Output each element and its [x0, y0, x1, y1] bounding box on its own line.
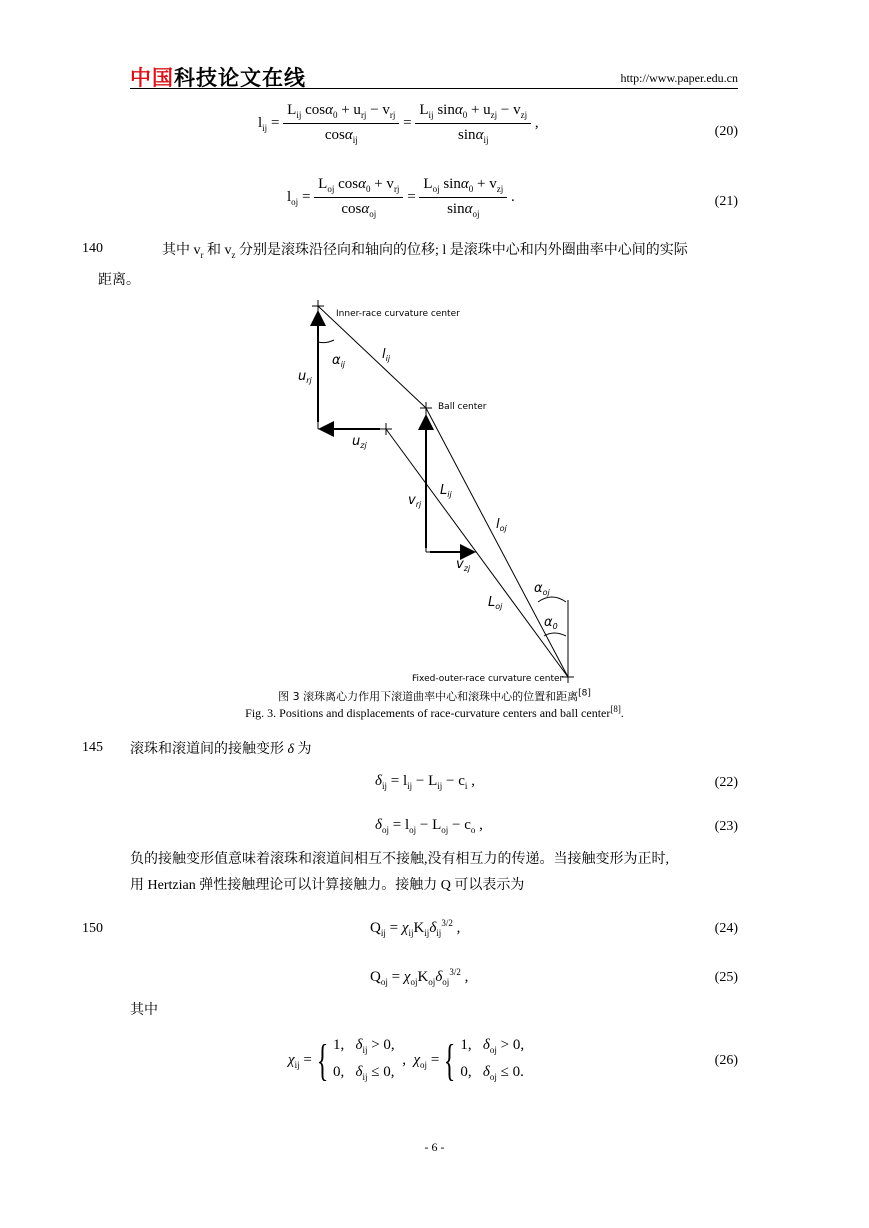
equation-24-number: (24): [714, 921, 738, 936]
figure-caption-cn: [0, 688, 869, 704]
paragraph-145: 滚珠和滚道间的接触变形 δ 为: [130, 742, 312, 757]
line-number-145: 145: [82, 740, 103, 755]
equation-23-number: (23): [714, 819, 738, 834]
svg-text:uzj: $u_{zj}$: [352, 434, 367, 450]
caption-cn-text: 图 3 滚珠离心力作用下滚道曲率中心和滚珠中心的位置和距离: [278, 690, 579, 703]
page-number: - 6 -: [424, 1140, 445, 1154]
figure-3-diagram: [290, 300, 590, 686]
text-segment: 用 Hertzian 弹性接触理论可以计算接触力。接触力: [130, 878, 438, 893]
equation-25: $Q_{oj} = \chi_{oj}K_{oj}\delta_{oj}^{3/2}$ ,: [370, 967, 469, 987]
text-segment: 距离。: [98, 272, 140, 288]
symbol-labels: [298, 347, 558, 631]
text-segment: 负的接触变形值意味着滚珠和滚道间相互不接触,没有相互力的传递。当接触变形为正时,: [130, 852, 669, 867]
displacement-arrows: [318, 312, 474, 552]
header-rule: [130, 88, 738, 89]
equation-24: $Q_{ij} = \chi_{ij}K_{ij}\delta_{ij}^{3/2}$ ,: [370, 918, 461, 938]
equation-23: $\delta_{oj} = l_{oj} - L_{oj} - c_o$ ,: [375, 817, 483, 835]
caption-en-ref[interactable]: [8]: [610, 704, 621, 714]
caption-en-text: Fig. 3. Positions and displacements of race-curvature centers and ball center: [245, 706, 611, 720]
svg-text:lij: $l_{ij}$: [382, 347, 391, 363]
svg-text:loj: $l_{oj}$: [496, 517, 507, 533]
text-segment: 可以表示为: [454, 878, 525, 893]
text-segment: 是滚珠中心和内外圈曲率中心间的实际: [449, 243, 688, 258]
line-number-150: 150: [82, 921, 103, 936]
svg-text:α0: $\alpha_0$: [544, 615, 558, 631]
paragraph-where: 其中: [130, 1003, 158, 1018]
svg-text:αoj: $\alpha_{oj}$: [534, 581, 550, 597]
logo-red-text: 中国: [130, 66, 174, 90]
svg-text:Lij: $L_{ij}$: [440, 483, 452, 499]
equation-20-number: (20): [714, 124, 738, 139]
svg-text:urj: $u_{rj}$: [298, 369, 312, 385]
ball-center-label: Ball center: [438, 402, 487, 412]
equation-26: $\chi_{ij}$ = { 1, $\delta_{ij} > 0$, 0, $\delta_{ij} \le 0$, , $\chi_{oj}$ = { 1, $\delta_{oj} > 0$, 0, $\delta_{oj} \le 0$.: [288, 1036, 525, 1085]
text-segment: 其中: [162, 243, 190, 258]
equation-22-number: (22): [714, 775, 738, 790]
text-segment: 滚珠和滚道间的接触变形: [130, 742, 284, 757]
svg-text:Loj: $L_{oj}$: [488, 595, 503, 611]
logo-black-text: 科技论文在线: [174, 66, 306, 90]
svg-text:αij: $\alpha_{ij}$: [332, 353, 346, 369]
inner-race-label: Inner-race curvature center: [336, 309, 460, 319]
paragraph-contact: 负的接触变形值意味着滚珠和滚道间相互不接触,没有相互力的传递。当接触变形为正时, 用 Hertzian 弹性接触理论可以计算接触力。接触力 Q 可以表示为: [130, 852, 669, 893]
header-url[interactable]: http://www.paper.edu.cn: [620, 71, 738, 85]
equation-26-number: (26): [714, 1053, 738, 1068]
equation-25-number: (25): [714, 970, 738, 985]
svg-text:vzj: $v_{zj}$: [456, 557, 471, 573]
equation-21: $l_{oj}$ = $\frac{L_{oj} \cos\alpha_0 + v_{rj}}{\cos\alpha_{oj}}$ = $\frac{L_{oj} \sin\alpha_0 + v_{zj}}{\sin\alpha_{oj}}$ .: [287, 176, 515, 219]
text-segment: 分别是滚珠沿径向和轴向的位移;: [239, 243, 439, 258]
outer-race-label: Fixed-outer-race curvature center: [412, 674, 564, 684]
text-segment: 和: [207, 243, 221, 258]
equation-22: $\delta_{ij} = l_{ij} - L_{ij} - c_i$ ,: [375, 773, 475, 791]
svg-text:vrj: $v_{rj}$: [408, 493, 422, 509]
text-segment: 为: [297, 742, 312, 757]
caption-cn-ref[interactable]: [8]: [578, 688, 591, 699]
equation-20: $l_{ij}$ = $\frac{L_{ij} \cos\alpha_0 + u_{rj} - v_{rj}}{\cos\alpha_{ij}}$ = $\frac{L_{ij} \sin\alpha_0 + u_{zj} - v_{zj}}{\sin\alpha_{ij}}$ ,: [258, 102, 539, 145]
paragraph-140: 其中 $v_r$ 和 $v_z$ 分别是滚珠沿径向和轴向的位移; l 是滚珠中心和内外圈曲率中心间的实际 距离。: [98, 243, 688, 288]
line-number-140: 140: [82, 241, 103, 256]
equation-21-number: (21): [714, 194, 738, 209]
figure-caption-en: Fig. 3. Positions and displacements of race-curvature centers and ball center[8].: [245, 704, 624, 720]
